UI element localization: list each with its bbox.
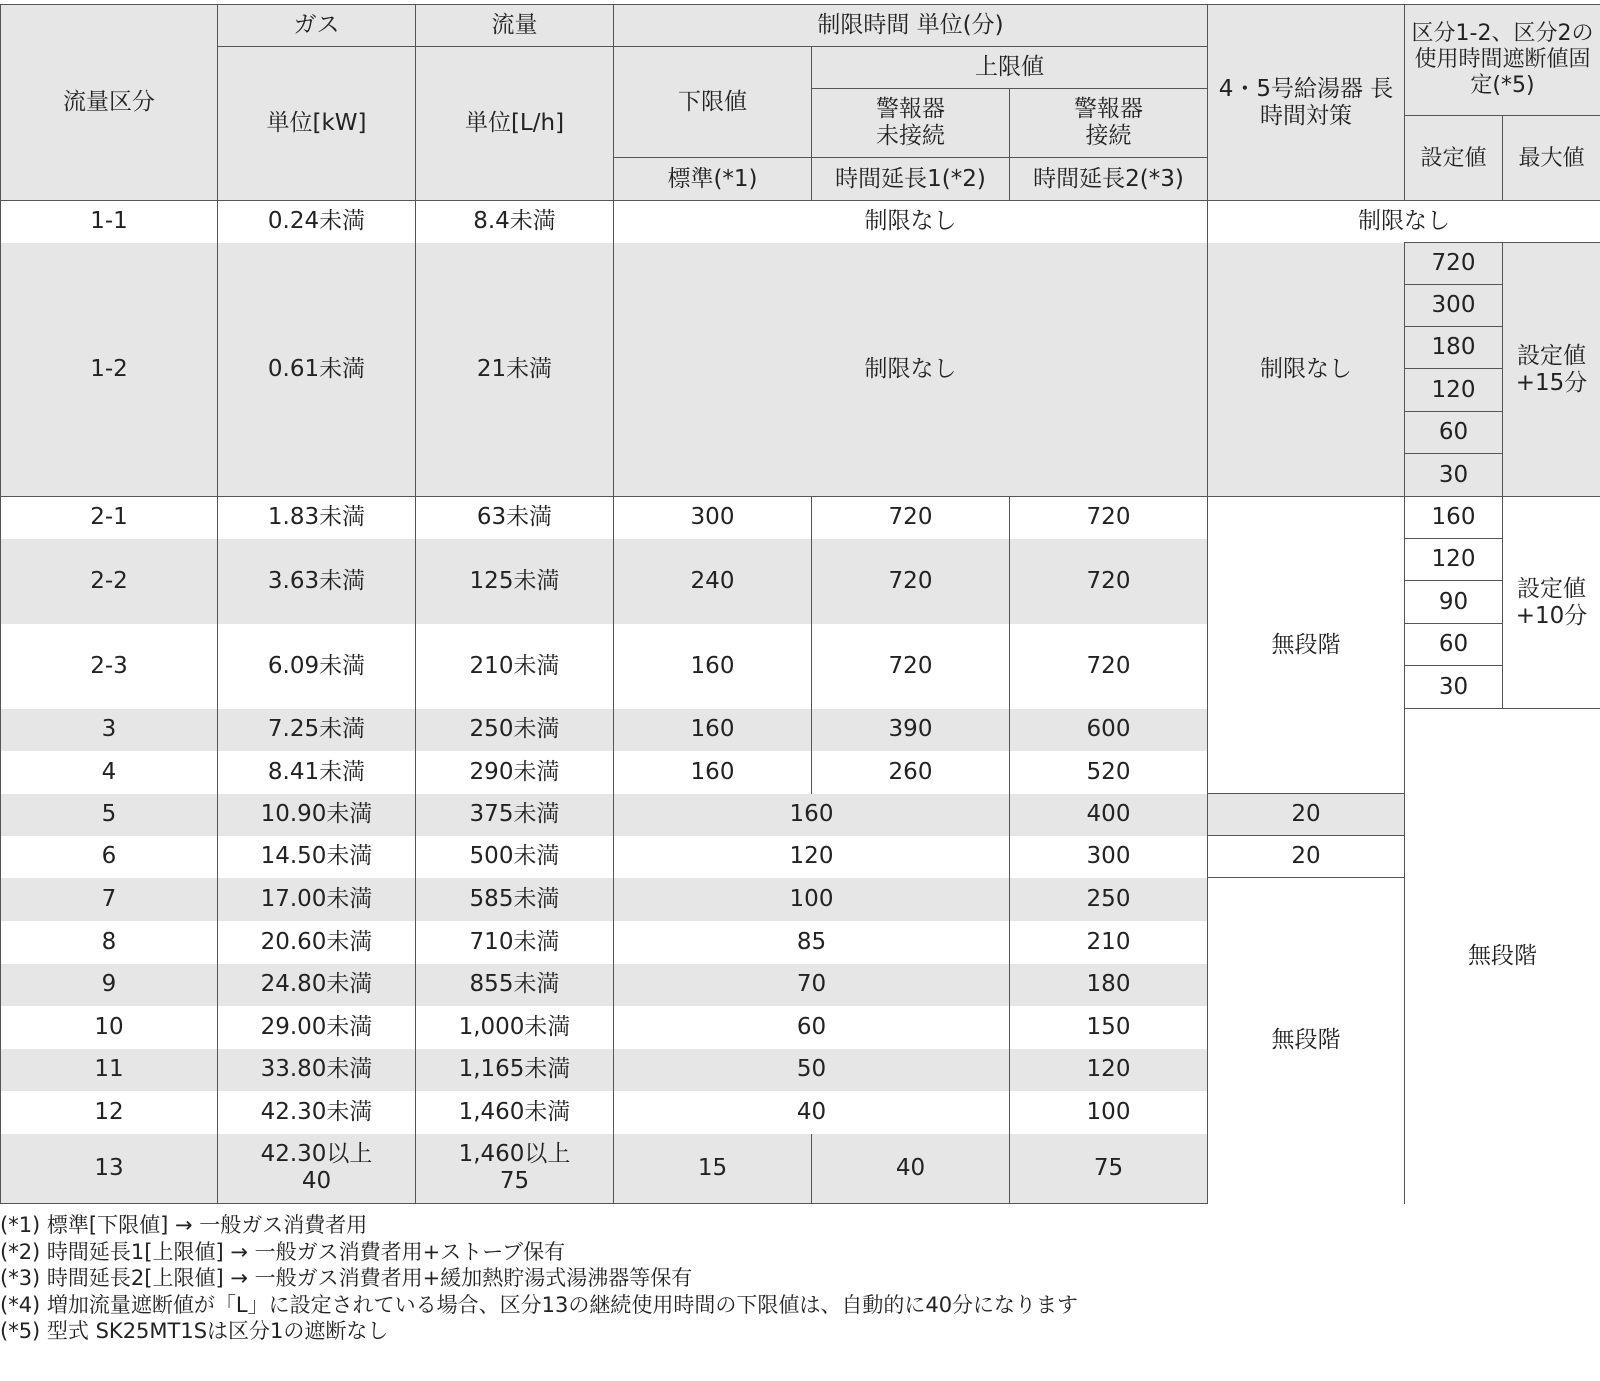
cell-gas: 0.24未満 [218,201,416,243]
cell-flow: 710未満 [416,921,614,964]
cell-class: 13 [1,1134,218,1204]
cell-class: 4 [1,751,218,794]
cell-lower: 160 [614,794,1010,836]
cell-lower: 70 [614,964,1010,1006]
table-row [1,794,1600,836]
cell-heater: 20 [1208,836,1405,878]
cell-gas: 0.61未満 [218,243,416,497]
cell-class: 10 [1,1006,218,1049]
cell-ext2: 400 [1010,794,1208,836]
cell-flow: 210未満 [416,624,614,709]
footnote: (*5) 型式 SK25MT1Sは区分1の遮断なし [0,1319,389,1343]
header-gas: ガス [218,5,416,47]
cell-class: 2-3 [1,624,218,709]
cell-heater: 制限なし [1208,201,1600,243]
cell-flow: 500未満 [416,836,614,878]
cell-setting: 60 [1405,624,1503,666]
cell-flow: 1,165未満 [416,1049,614,1091]
cell-class: 11 [1,1049,218,1091]
table-row [1,201,1600,243]
cell-gas: 7.25未満 [218,709,416,751]
header-flow-unit: 単位[L/h] [416,47,614,201]
footnotes [0,1212,1600,1345]
cell-lower: 120 [614,836,1010,878]
cell-ext2: 75 [1010,1134,1208,1204]
cell-ext1: 720 [812,497,1010,539]
cell-ext2: 120 [1010,1049,1208,1091]
cell-class: 3 [1,709,218,751]
cell-ext2: 720 [1010,624,1208,709]
header-setting: 設定値 [1405,116,1503,201]
cell-ext2: 180 [1010,964,1208,1006]
cell-limit: 制限なし [614,243,1208,497]
cell-lower: 160 [614,709,812,751]
cell-setting: 30 [1405,454,1503,497]
header-upper: 上限値 [812,47,1208,89]
footnote: (*4) 増加流量遮断値が「L」に設定されている場合、区分13の継続使用時間の下限値は、自動的に40分になります [0,1292,1079,1317]
cell-gas: 14.50未満 [218,836,416,878]
cell-ext1: 720 [812,624,1010,709]
cell-setting: 160 [1405,497,1503,539]
flow-limit-table [0,4,1600,1204]
cell-max: 設定値 +15分 [1503,243,1600,497]
cell-ext1: 390 [812,709,1010,751]
cell-gas: 42.30以上 40 [218,1134,416,1204]
cell-lower: 15 [614,1134,812,1204]
cell-ext2: 520 [1010,751,1208,794]
cell-class: 5 [1,794,218,836]
cell-ext2: 720 [1010,539,1208,624]
cell-gas: 6.09未満 [218,624,416,709]
cell-setting: 720 [1405,243,1503,285]
cell-heater-lower: 無段階 [1208,878,1405,1204]
cell-lower: 160 [614,751,812,794]
header-alarm-on: 警報器 接続 [1010,89,1208,158]
cell-gas: 1.83未満 [218,497,416,539]
header-ext1: 時間延長1(*2) [812,158,1010,201]
table-row [1,878,1600,921]
cell-class: 7 [1,878,218,921]
cell-lower: 160 [614,624,812,709]
header-standard: 標準(*1) [614,158,812,201]
cell-setting: 120 [1405,539,1503,581]
cell-flow: 585未満 [416,878,614,921]
cell-setting: 30 [1405,666,1503,709]
cell-lower: 300 [614,497,812,539]
cell-flow: 290未満 [416,751,614,794]
cell-flow: 250未満 [416,709,614,751]
table-row [1,497,1600,539]
table-row [1,836,1600,878]
cell-gas: 17.00未満 [218,878,416,921]
cell-ext2: 210 [1010,921,1208,964]
cell-flow: 855未満 [416,964,614,1006]
cell-ext2: 600 [1010,709,1208,751]
cell-gas: 42.30未満 [218,1091,416,1134]
header-limit-time: 制限時間 単位(分) [614,5,1208,47]
cell-ext1: 720 [812,539,1010,624]
header-heater: 4・5号給湯器 長時間対策 [1208,5,1405,201]
cell-lower: 240 [614,539,812,624]
cell-flow: 8.4未満 [416,201,614,243]
cell-ext2: 100 [1010,1091,1208,1134]
cell-flow: 375未満 [416,794,614,836]
cell-gas: 10.90未満 [218,794,416,836]
cell-ext1: 260 [812,751,1010,794]
footnote: (*1) 標準[下限値] → 一般ガス消費者用 [0,1213,368,1237]
header-alarm-off: 警報器 未接続 [812,89,1010,158]
cell-lower: 40 [614,1091,1010,1134]
cell-gas: 33.80未満 [218,1049,416,1091]
cell-ext2: 250 [1010,878,1208,921]
header-lower: 下限値 [614,47,812,158]
cell-gas: 3.63未満 [218,539,416,624]
cell-flow: 125未満 [416,539,614,624]
cell-setting: 120 [1405,369,1503,412]
footnote: (*3) 時間延長2[上限値] → 一般ガス消費者用+緩加熱貯湯式湯沸器等保有 [0,1266,693,1290]
header-ext2: 時間延長2(*3) [1010,158,1208,201]
cell-heater-class2: 無段階 [1208,497,1405,794]
cell-class: 1-2 [1,243,218,497]
cell-setting: 300 [1405,285,1503,327]
cell-gas: 24.80未満 [218,964,416,1006]
cell-lower: 50 [614,1049,1010,1091]
cell-heater: 20 [1208,794,1405,836]
cell-flow: 1,000未満 [416,1006,614,1049]
footnote: (*2) 時間延長1[上限値] → 一般ガス消費者用+ストーブ保有 [0,1239,566,1264]
header-flow-class: 流量区分 [1,5,218,201]
cell-ext2: 300 [1010,836,1208,878]
cell-flow: 63未満 [416,497,614,539]
cell-ext1: 40 [812,1134,1010,1204]
cell-limit: 制限なし [614,201,1208,243]
cell-ext2: 720 [1010,497,1208,539]
cell-lower: 100 [614,878,1010,921]
table-row [1,243,1600,285]
cell-class: 12 [1,1091,218,1134]
cell-cutoff-lower: 無段階 [1405,709,1600,1204]
header-cutoff: 区分1-2、区分2の使用時間遮断値固定(*5) [1405,5,1600,116]
cell-flow: 1,460未満 [416,1091,614,1134]
cell-class: 8 [1,921,218,964]
header-max: 最大値 [1503,116,1600,201]
cell-setting: 60 [1405,412,1503,454]
cell-lower: 85 [614,921,1010,964]
cell-gas: 8.41未満 [218,751,416,794]
cell-class: 9 [1,964,218,1006]
cell-lower: 60 [614,1006,1010,1049]
cell-max: 設定値 +10分 [1503,497,1600,709]
cell-setting: 180 [1405,327,1503,369]
cell-ext2: 150 [1010,1006,1208,1049]
cell-flow: 1,460以上 75 [416,1134,614,1204]
cell-class: 2-2 [1,539,218,624]
cell-setting: 90 [1405,581,1503,624]
header-flow: 流量 [416,5,614,47]
cell-flow: 21未満 [416,243,614,497]
cell-class: 1-1 [1,201,218,243]
cell-gas: 29.00未満 [218,1006,416,1049]
cell-heater: 制限なし [1208,243,1405,497]
cell-gas: 20.60未満 [218,921,416,964]
cell-class: 6 [1,836,218,878]
header-gas-unit: 単位[kW] [218,47,416,201]
cell-class: 2-1 [1,497,218,539]
